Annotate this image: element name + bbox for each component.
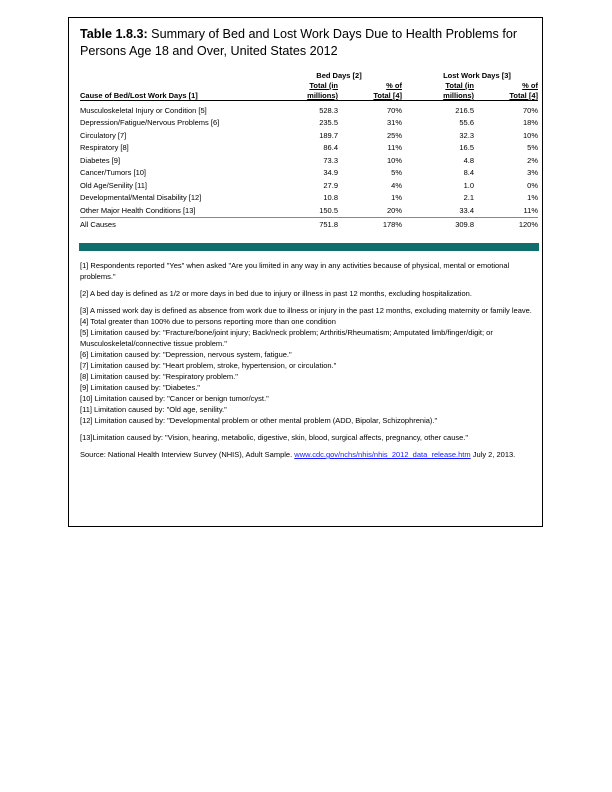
row-cause: Other Major Health Conditions [13]	[80, 204, 276, 217]
row-cause: Respiratory [8]	[80, 143, 129, 153]
row-lost-total: 216.5	[455, 105, 474, 115]
row-lost-pct: 18%	[522, 118, 538, 128]
footnote: [6] Limitation caused by: "Depression, nervous system, fatigue."	[80, 350, 292, 359]
table-row	[80, 101, 538, 117]
row-bed-total: 27.9	[323, 180, 338, 190]
source-prefix: Source: National Health Interview Survey (NHIS), Adult Sample.	[80, 450, 293, 459]
row-lost-total: 32.3	[459, 130, 474, 140]
row-lost-pct: 70%	[522, 105, 538, 115]
bed-total-header-line1: Total (in	[309, 81, 338, 90]
row-lost-pct: 3%	[527, 168, 538, 178]
data-table	[80, 70, 538, 231]
row-bed-pct: 1%	[391, 193, 402, 203]
total-lost-pct: 120%	[518, 219, 538, 229]
row-bed-total: 86.4	[323, 143, 338, 153]
row-bed-pct: 20%	[338, 204, 402, 217]
source-suffix: July 2, 2013.	[472, 450, 516, 459]
lost-work-days-group-header: Lost Work Days [3]	[443, 71, 511, 80]
row-lost-total: 16.5	[459, 143, 474, 153]
row-cause: Depression/Fatigue/Nervous Problems [6]	[80, 118, 220, 128]
footnote: [4] Total greater than 100% due to persons reporting more than one condition	[80, 317, 336, 326]
table-row	[80, 192, 538, 205]
row-cause: Musculoskeletal Injury or Condition [5]	[80, 105, 207, 115]
row-lost-pct: 1%	[527, 193, 538, 203]
total-bed-pct: 178%	[382, 219, 402, 229]
footnote: [7] Limitation caused by: "Heart problem, stroke, hypertension, or circulation."	[80, 361, 337, 370]
row-lost-total: 55.6	[459, 118, 474, 128]
bed-days-group-header: Bed Days [2]	[316, 71, 362, 80]
row-bed-pct: 31%	[386, 118, 402, 128]
row-cause: Diabetes [9]	[80, 155, 121, 165]
row-lost-pct: 11%	[474, 204, 538, 217]
total-cause: All Causes	[80, 219, 116, 229]
accent-divider-bar	[79, 243, 539, 251]
row-lost-pct: 5%	[527, 143, 538, 153]
row-cause: Circulatory [7]	[80, 130, 127, 140]
footnotes	[80, 260, 535, 460]
footnote: [8] Limitation caused by: "Respiratory problem."	[80, 372, 238, 381]
row-lost-pct: 2%	[527, 155, 538, 165]
row-lost-total: 8.4	[463, 168, 474, 178]
row-bed-pct: 4%	[391, 180, 402, 190]
cause-column-header: Cause of Bed/Lost Work Days [1]	[80, 90, 276, 101]
table-row	[80, 167, 538, 180]
table-row	[80, 129, 538, 142]
row-bed-total: 528.3	[319, 105, 338, 115]
source-note	[80, 449, 535, 460]
table-title-text: Summary of Bed and Lost Work Days Due to Health Problems for Persons Age 18 and Over, United States 2012	[80, 27, 518, 58]
row-lost-pct: 0%	[527, 180, 538, 190]
lost-pct-header-line1: % of	[522, 81, 538, 90]
lost-total-header-line2: millions)	[416, 90, 474, 101]
row-bed-total: 34.9	[323, 168, 338, 178]
row-bed-total: 235.5	[319, 118, 338, 128]
footnote: [2] A bed day is defined as 1/2 or more days in bed due to injury or illness in past 12 months, excluding hospitalization.	[80, 289, 472, 298]
table-title	[80, 26, 535, 60]
row-bed-total: 189.7	[319, 130, 338, 140]
lost-pct-header-line2: Total [4]	[474, 90, 538, 101]
table-row	[80, 142, 538, 155]
row-bed-pct: 70%	[386, 105, 402, 115]
table-row	[80, 204, 538, 217]
footnote: [1] Respondents reported "Yes" when asked "Are you limited in any way in any activities because of physical, mental or emotional problems."	[80, 261, 510, 281]
footnote: [11] Limitation caused by: "Old age, senility."	[80, 405, 227, 414]
footnote: [13]Limitation caused by: "Vision, hearing, metabolic, digestive, skin, blood, surgical affects, pregnancy, other cause."	[80, 433, 469, 442]
row-cause: Old Age/Senility [11]	[80, 180, 147, 190]
table-row	[80, 117, 538, 130]
row-lost-total: 4.8	[463, 155, 474, 165]
source-link[interactable]: www.cdc.gov/nchs/nhis/nhis_2012_data_release.htm	[294, 450, 471, 459]
total-lost-total: 309.8	[455, 219, 474, 229]
footnote: [12] Limitation caused by: "Developmental problem or other mental problem (ADD, Bipolar, Schizophrenia)."	[80, 416, 438, 425]
total-row	[80, 217, 538, 231]
row-lost-total: 33.4	[416, 204, 474, 217]
bed-pct-header-line2: Total [4]	[338, 90, 402, 101]
table-number: Table 1.8.3:	[80, 27, 148, 41]
row-bed-total: 150.5	[276, 204, 338, 217]
footnote: [10] Limitation caused by: "Cancer or benign tumor/cyst."	[80, 394, 269, 403]
total-bed-total: 751.8	[319, 219, 338, 229]
row-bed-total: 73.3	[323, 155, 338, 165]
row-cause: Cancer/Tumors [10]	[80, 168, 146, 178]
footnote: [3] A missed work day is defined as absence from work due to illness or injury in the past 12 months, excluding maternity or family leave.	[80, 306, 532, 315]
footnote: [5] Limitation caused by: "Fracture/bone/joint injury; Back/neck problem; Arthritis/Rheumatism; Amputated limb/finger/digit; or Musculoskeletal/connective tissue problem."	[80, 328, 493, 348]
row-lost-total: 1.0	[463, 180, 474, 190]
row-lost-pct: 10%	[522, 130, 538, 140]
row-bed-pct: 5%	[391, 168, 402, 178]
bed-pct-header-line1: % of	[386, 81, 402, 90]
row-bed-pct: 10%	[386, 155, 402, 165]
footnote: [9] Limitation caused by: "Diabetes."	[80, 383, 200, 392]
bed-total-header-line2: millions)	[276, 90, 338, 101]
table-row	[80, 154, 538, 167]
row-bed-total: 10.8	[323, 193, 338, 203]
row-cause: Developmental/Mental Disability [12]	[80, 193, 202, 203]
row-bed-pct: 11%	[387, 143, 402, 153]
table-row	[80, 179, 538, 192]
lost-total-header-line1: Total (in	[445, 81, 474, 90]
row-lost-total: 2.1	[463, 193, 474, 203]
row-bed-pct: 25%	[386, 130, 402, 140]
